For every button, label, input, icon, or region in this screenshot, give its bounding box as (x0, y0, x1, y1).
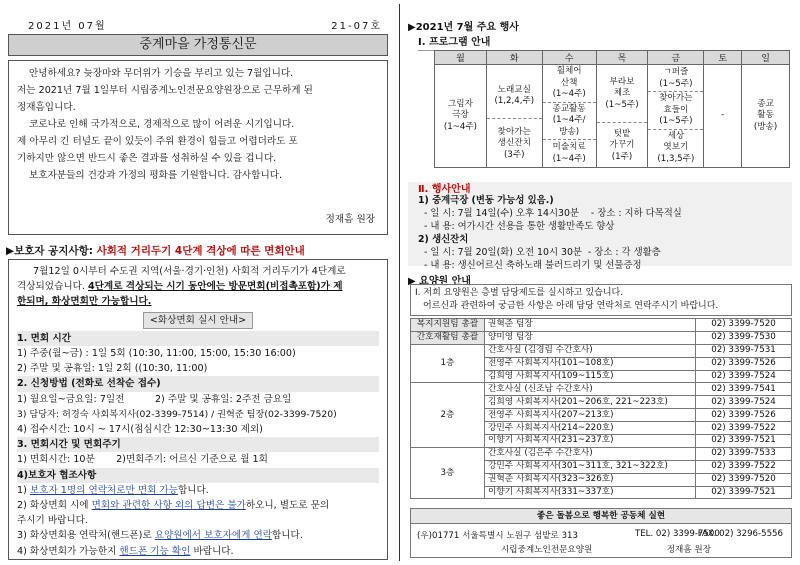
staff-tel: 02) 3399-7520 (696, 319, 792, 332)
slogan: 좋은 돌봄으로 행복한 공동체 실현 (411, 509, 791, 524)
staff-name: 전영주 사회복지사(101~108호) (485, 357, 696, 370)
cell-text: (1~4주) (443, 121, 477, 132)
director-letter (8, 60, 388, 235)
event-title: 1) 중계극장 (변동 가능성 있음.) (418, 195, 554, 206)
facility-heading: ▶ 요양원 안내 (408, 276, 471, 287)
day-tue: 화 (486, 51, 542, 65)
notice-intro: 7월12일 0시부터 수도권 지역(서울·경기·인천) 사회적 거리두기가 4단계로 (33, 266, 346, 277)
notice-subtitle: <화상면회 실시 안내> (143, 312, 253, 329)
cell-text: 세상 (667, 130, 685, 141)
notice-intro-emphasis: 한되며, 화상면회만 가능합니다. (17, 296, 152, 308)
cell-text: 노래교실 (497, 84, 531, 95)
footer-tel: TEL. 02) 3399-7500 (635, 529, 720, 539)
staff-tel: 02) 3399-7541 (696, 383, 792, 396)
letter-line: 저는 2021년 7월 1일부터 시립중계노인전문요양원장으로 근무하게 된 (17, 85, 313, 96)
cell-fri (648, 65, 704, 168)
cell-text: 미술치료 (552, 142, 586, 152)
cell-text: 가꾸기 (609, 140, 635, 151)
page-title: 중계마을 가정통신문 (8, 34, 388, 56)
cell-block (487, 71, 542, 119)
footer (410, 508, 792, 558)
cell-text: (1~4주/ (552, 115, 586, 125)
event-line: - 내 용: 여가시간 선용을 통한 생활만족도 향상 (424, 221, 615, 232)
notice-line: 3) 담당자: 허경숙 사회복지사(02-3399-7514) / 권혁준 팀장(02-3399-7520) (17, 408, 337, 420)
notice-heading-label: ▶보호자 공지사항: (6, 245, 93, 257)
notice-line: 2) 주말 및 공휴일: 1일 2회 ((10:30, 11:00) (17, 363, 208, 375)
notice-emphasis: 면회와 관련한 사항 외의 답변은 불가 (91, 500, 246, 512)
cell-text: 엿보기 (663, 142, 689, 152)
staff-name: 김희영 사회복지사(201~206호, 221~223호) (485, 396, 696, 409)
cell-text: (3주) (504, 149, 525, 160)
program-heading: Ⅰ. 프로그램 안내 (418, 33, 790, 51)
cell-block (597, 123, 648, 164)
staff-role: 복지지원팀 총괄 (411, 319, 485, 332)
section-heading: 2. 신청방법 (전화로 선착순 접수) (17, 376, 379, 391)
letter-signature: 정재흠 원장 (325, 214, 375, 225)
cell-text: 생신잔치 (497, 138, 531, 149)
cell-text: 그림자 (447, 98, 473, 109)
staff-row (411, 344, 792, 357)
event-line: - 내 용: 생신어르신 축하노래 불러드리기 및 선물증정 (424, 260, 642, 271)
cell-mon (435, 65, 487, 168)
cell-text: (1~5주) (605, 99, 639, 110)
floor-label: 1층 (411, 344, 485, 383)
cell-block (543, 65, 596, 103)
notice-text: 바랍니다. (190, 545, 234, 557)
notice-emphasis: 핸드폰 기능 확인 (119, 545, 191, 557)
letter-line: 정재흠입니다. (17, 102, 76, 113)
staff-name: 권혁준 사회복지사(323~326호) (485, 473, 696, 486)
notice-text: 2) 화상면회 시에 (17, 500, 92, 512)
footer-address: (우)01771 서울특별시 노원구 섬밭로 313 (417, 531, 578, 541)
notice-intro (17, 279, 379, 294)
notice-text: 4) 화상면회가 가능한지 (17, 545, 120, 557)
notice-line (17, 498, 379, 513)
event-line: - 일 시: 7월 14일(수) 오후 14시30분 - 장소 : 지하 다목적실 (424, 208, 682, 219)
newsletter-header (28, 17, 382, 32)
footer-director: 정재흠 원장 (666, 545, 711, 555)
cell-text: 효들이 (663, 104, 689, 115)
cell-text: 찾아가는 (497, 126, 531, 137)
event-line: - 일 시: 7월 20일(화) 오전 10시 30분 - 장소 : 각 생활층 (424, 247, 661, 258)
staff-row (411, 319, 792, 332)
letter-line: 보호자분들의 건강과 가정의 평화를 기원합니다. 감사합니다. (29, 170, 283, 181)
staff-name: 이향기 사회복지사(331~337호) (485, 486, 696, 499)
cell-text: 종교 (757, 98, 774, 109)
cell-block (487, 119, 542, 162)
staff-name: 간호사실 (신조남 수간호사) (485, 383, 696, 396)
cell-text: 텃밭 (613, 128, 631, 139)
staff-tel: 02) 3399-7522 (696, 460, 792, 473)
staff-role: 간호재활팀 총괄 (411, 331, 485, 344)
staff-tel: 02) 3399-7521 (696, 435, 792, 448)
notice-line: 4) 접수시간: 10시 ~ 17시(점심시간 12:30~13:30 제외) (17, 424, 263, 436)
cell-text: 찾아가는 (659, 93, 693, 103)
staff-tel: 02) 3399-7524 (696, 396, 792, 409)
staff-tel: 02) 3399-7526 (696, 409, 792, 422)
visit-notice (8, 259, 388, 560)
notice-text: 합니다. (177, 484, 209, 496)
notice-text: 1) (17, 484, 30, 496)
notice-line: 주시기 바랍니다. (17, 515, 88, 527)
event-title: 2) 생신잔치 (418, 234, 469, 245)
staff-tel: 02) 3399-7520 (696, 473, 792, 486)
cell-text: (1~5주) (659, 78, 693, 89)
program-schedule-table (434, 50, 790, 168)
cell-text: 휠체어 (556, 66, 582, 76)
notice-line (17, 544, 379, 559)
cell-text: (1,3,5주) (657, 153, 695, 164)
day-sat: 토 (704, 51, 742, 65)
cell-text: 체조 (613, 88, 631, 99)
facility-intro-line: 어르신과 관련하여 궁금한 사항은 아래 담당 연락처로 연락주시기 바랍니다. (423, 301, 719, 311)
schedule-row (435, 65, 790, 168)
issue-date: 2021년 07월 (28, 21, 107, 32)
staff-name: 이향기 사회복지사(231~237호) (485, 435, 696, 448)
cell-text: 활동 (757, 110, 774, 121)
staff-tel: 02) 3399-7521 (696, 486, 792, 499)
staff-name: 전영주 사회복지사(207~213호) (485, 409, 696, 422)
letter-line: 기하지만 않으면 반드시 좋은 결과를 성취하실 수 있을 겁니다. (17, 153, 277, 164)
cell-text: (방송) (753, 121, 778, 132)
schedule-header-row (435, 51, 790, 65)
notice-heading-title: 사회적 거리두기 4단계 격상에 따른 면회안내 (96, 245, 305, 257)
right-column (404, 0, 796, 565)
notice-line (17, 483, 379, 498)
cell-thu (596, 65, 648, 168)
cell-text: 산책 (560, 77, 578, 88)
cell-text: ㄱ퍼즐 (663, 67, 689, 77)
day-sun: 일 (742, 51, 790, 65)
notice-line (17, 528, 379, 543)
day-thu: 목 (596, 51, 648, 65)
day-mon: 월 (435, 51, 487, 65)
staff-tel: 02) 3399-7526 (696, 357, 792, 370)
notice-text: 3) 화상면회용 연락처(핸드폰)로 (17, 530, 155, 542)
cell-text: (1~4주) (552, 89, 586, 99)
letter-line: 코로나로 인해 국가적으로, 경제적으로 많이 어려운 시기입니다. (29, 119, 295, 130)
staff-row (411, 383, 792, 396)
notice-heading (6, 243, 392, 258)
notice-emphasis: 요양원에서 보호자에게 연락 (154, 530, 273, 542)
footer-fax: FAX. 02) 3296-5556 (697, 529, 783, 539)
section-heading: 3. 면회시간 및 면회주기 (17, 437, 379, 452)
cell-text: 극장 (452, 110, 469, 121)
cell-sat: - (704, 65, 742, 168)
cell-block (648, 130, 703, 167)
cell-tue (486, 65, 542, 168)
cell-block (543, 140, 596, 167)
notice-intro-emphasis: 4단계로 격상되는 시기 동안에는 방문면회(비접촉포함)가 제 (87, 281, 343, 293)
staff-tel: 02) 3399-7533 (696, 447, 792, 460)
staff-name: 간호사실 (김은주 수간호사) (485, 447, 696, 460)
floor-label: 3층 (411, 447, 485, 499)
cell-text: (1~5주) (659, 116, 693, 126)
cell-text: (1주) (611, 151, 633, 162)
notice-intro-text: 격상되었습니다. (17, 281, 88, 293)
left-column (0, 0, 396, 565)
cell-sun (742, 65, 790, 168)
notice-line: 1) 월요일~금요일: 7일전 2) 주말 및 공휴일: 2주전 금요일 (17, 393, 292, 405)
letter-line: 안녕하세요? 늦장마와 무더위가 기승을 부리고 있는 7월입니다. (29, 68, 294, 79)
staff-name: 권혁준 팀장 (485, 319, 696, 332)
cell-text: (1,2,4,주) (494, 96, 535, 107)
staff-name: 강민주 사회복지사(301~311호, 321~322호) (485, 460, 696, 473)
notice-line: 1) 주중(월~금) : 1일 5회 (10:30, 11:00, 15:00, 15:30 16:00) (17, 348, 296, 360)
cell-text: (1~4주) (552, 153, 586, 164)
staff-row (411, 447, 792, 460)
notice-text: 하오니, 별도로 문의 (245, 500, 330, 512)
cell-text: 종교활동 (552, 103, 586, 114)
day-fri: 금 (648, 51, 704, 65)
staff-name: 간호사실 (김경림 수간호사) (485, 344, 696, 357)
section-heading: 4)보호자 협조사항 (17, 468, 379, 483)
cell-block (648, 66, 703, 92)
issue-number: 21-07호 (331, 21, 382, 32)
staff-name: 양미영 팀장 (485, 331, 696, 344)
facility-intro (410, 284, 792, 316)
notice-subtitle-wrap (17, 312, 379, 329)
staff-tel: 02) 3399-7531 (696, 344, 792, 357)
column-divider (399, 4, 400, 561)
letter-line: 제 아무리 긴 터널도 끝이 있듯이 주위 환경이 힘들고 어렵더라도 포 (17, 136, 298, 147)
cell-wed (542, 65, 596, 168)
staff-tel: 02) 3399-7530 (696, 331, 792, 344)
cell-text: 부라보 (609, 76, 635, 87)
day-wed: 수 (542, 51, 596, 65)
notice-text: 합니다. (272, 530, 303, 542)
cell-block (597, 69, 648, 123)
staff-contact-table (410, 318, 792, 499)
cell-block (543, 103, 596, 141)
staff-tel: 02) 3399-7522 (696, 422, 792, 435)
event-heading: Ⅱ. 행사안내 (418, 184, 471, 195)
facility-intro-line: Ⅰ. 저희 요양원은 층별 담당제도를 실시하고 있습니다. (415, 288, 624, 298)
cell-block (648, 92, 703, 130)
staff-name: 김희영 사회복지사(109~115호) (485, 370, 696, 383)
floor-label: 2층 (411, 383, 485, 447)
section-heading: 1. 면회 시간 (17, 331, 379, 346)
staff-tel: 02) 3399-7524 (696, 370, 792, 383)
notice-emphasis: 보호자 1명의 연락처로만 면회 가능 (29, 484, 178, 496)
notice-line: 1) 면회시간: 10분 2)면회주기: 어르신 기준으로 월 1회 (17, 454, 268, 466)
staff-name: 강민주 사회복지사(214~220호) (485, 422, 696, 435)
staff-row (411, 331, 792, 344)
cell-text: 방송) (559, 126, 580, 137)
events-heading: ▶2021년 7월 주요 행사 (408, 22, 519, 33)
footer-institution: 시립중계노인전문요양원 (501, 545, 593, 555)
